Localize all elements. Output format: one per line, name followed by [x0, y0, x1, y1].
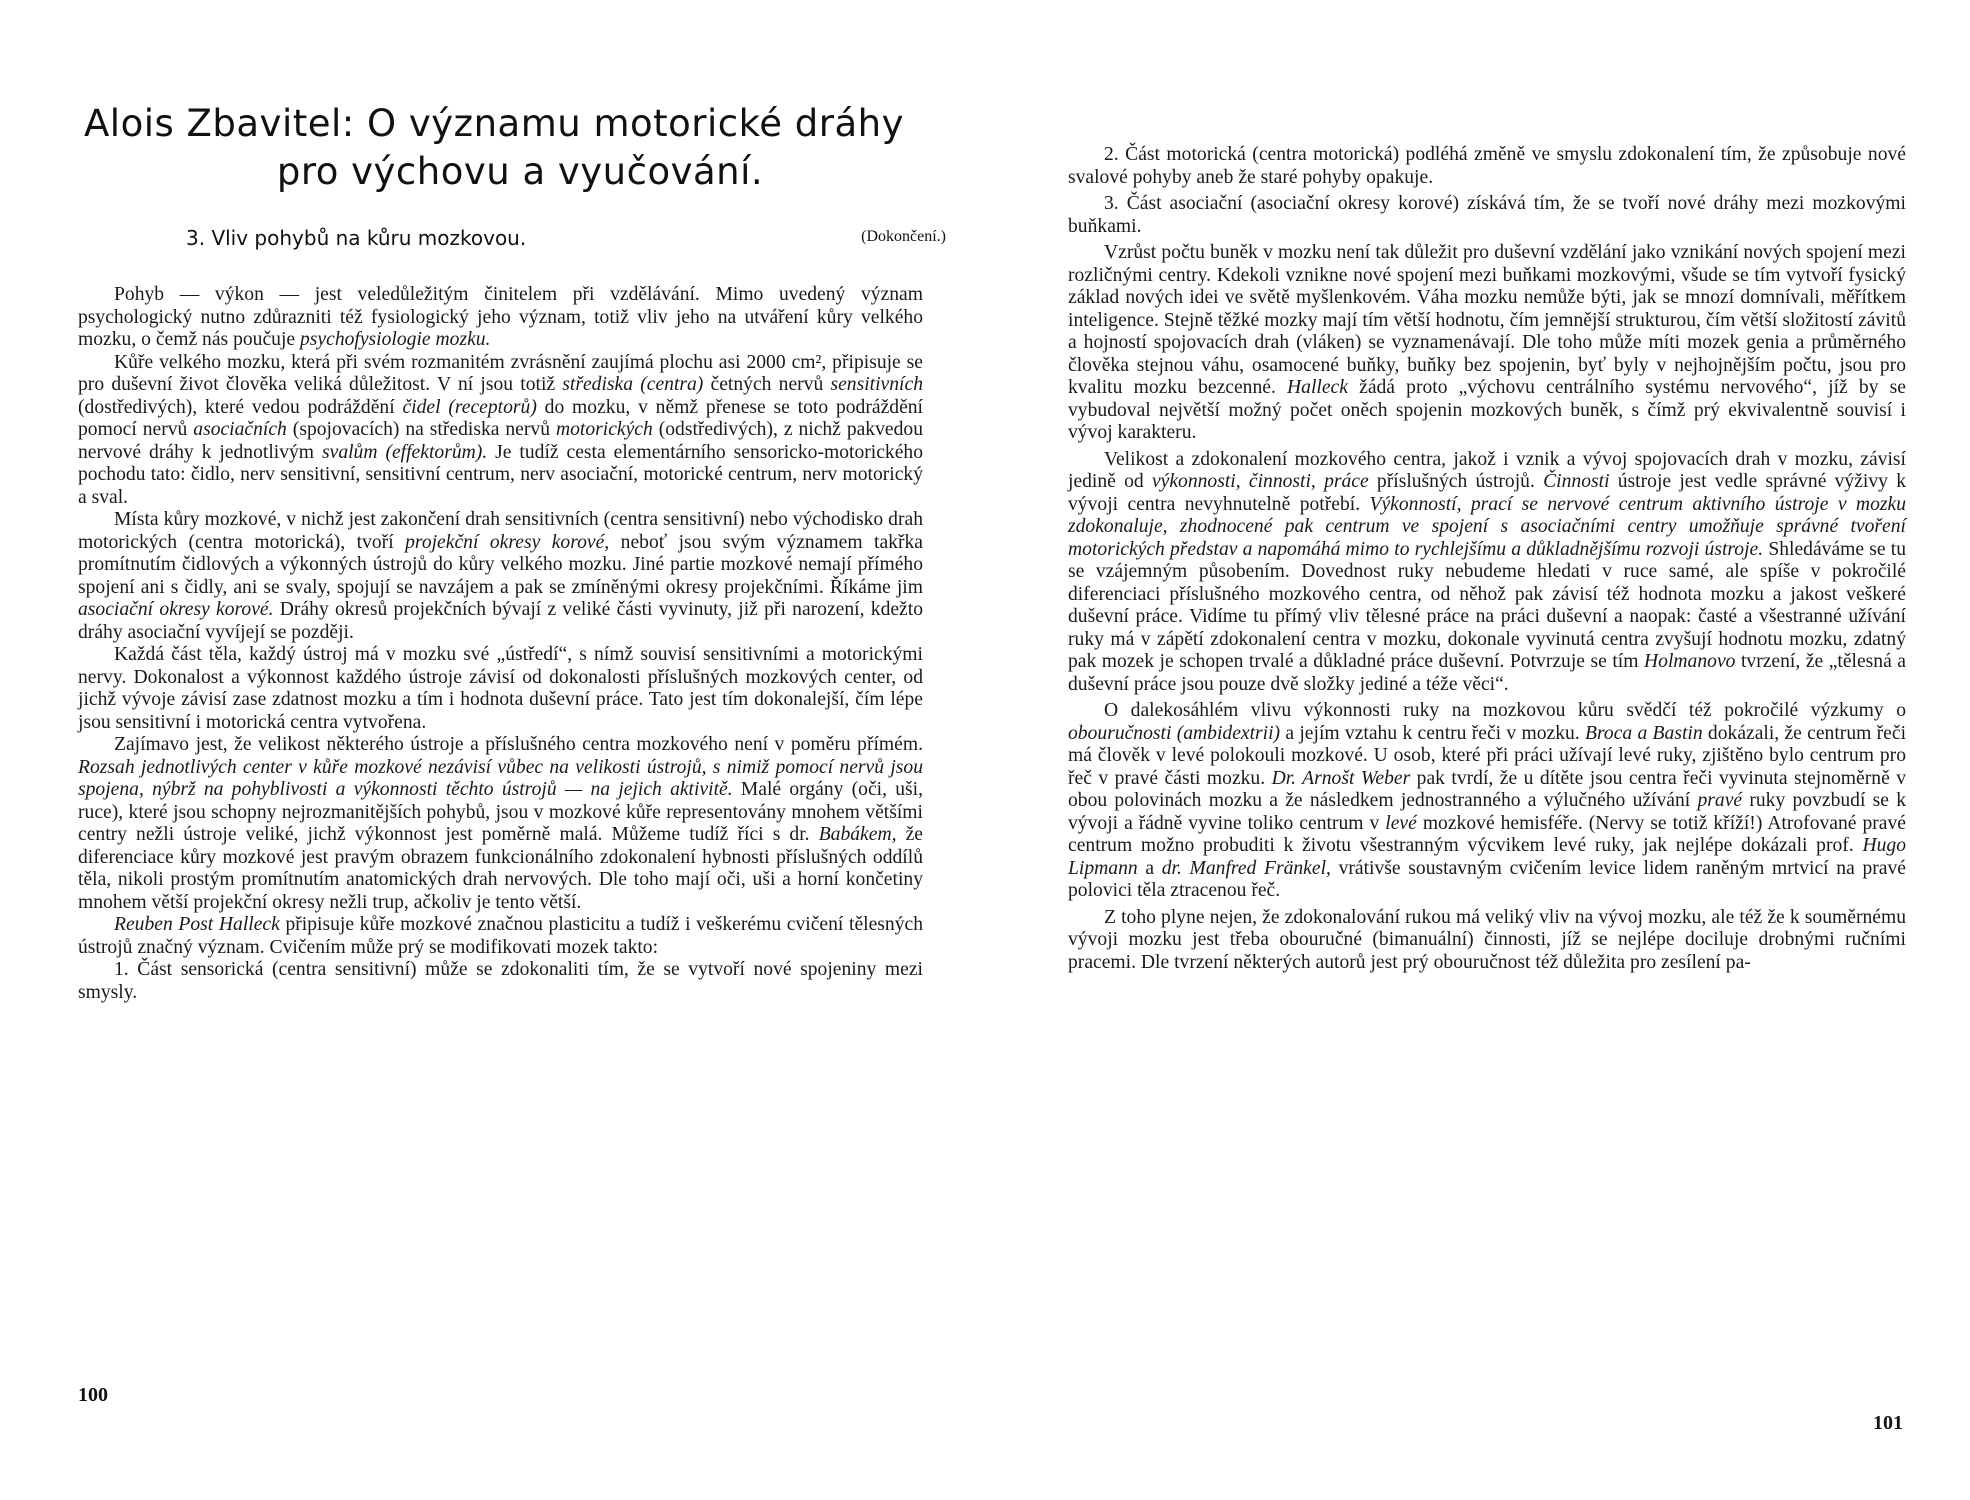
emphasis: čidel (receptorů): [402, 396, 537, 418]
emphasis: Výkonností, prací se nervové centrum aktivního ústroje v mozku zdokonaluje, zhodnocené pak centrum ve spojení s asociačními centry umožňuje správné tvoření motorických představ a napomáhá mimo to rychlejšímu a důkladnějšímu rozvoji ústroje.: [1068, 493, 1906, 560]
paragraph: [78, 352, 923, 510]
text-run: četných nervů: [703, 374, 831, 395]
paragraph: [78, 734, 923, 914]
emphasis: střediska (centra): [562, 374, 704, 395]
text-run: vrátivše soustavným cvičením levice lidem raněným mrtvicí na pravé polovici těla ztracenou řeč.: [1068, 857, 1906, 901]
text-run: ruky povzbudí se k vývoji a řádně vyvine toliko centrum v: [1068, 790, 1906, 834]
emphasis: dr. Manfred Fränkel,: [1161, 857, 1331, 879]
text-run: Dráhy okresů projekčních bývají z veliké části vyvinuty, již při narození, kdežto dráhy asociační vyvíjejí se později.: [78, 599, 923, 643]
paragraph: [78, 914, 923, 959]
text-run: O dalekosáhlém vlivu výkonnosti ruky na mozkovou kůru svědčí též pokročilé výzkumy o: [1104, 700, 1906, 721]
left-body-text: [78, 284, 923, 1004]
paragraph: [1068, 449, 1906, 697]
emphasis: asociačních: [193, 419, 287, 440]
text-run: že diferenciace kůry mozkové jest pravým obrazem funkcionálního zdokonalení hybnosti příslušných oddílů těla, nikoli prostým promítnutím anatomických drah nervových. Dle toho mají oči, uši a horní končetiny mnohem větší projekční okresy nežli trup, ačkoliv je tento větší.: [78, 824, 923, 913]
text-run: připisuje kůře mozkové značnou plasticitu a tudíž i veškerému cvičení tělesných ústrojů značný význam. Cvičením může prý se modifikovati mozek takto:: [78, 914, 923, 958]
text-run: Shledáváme se tu se vzájemným působením. Dovednost ruky nebudeme hledati v ruce samé, ale spíše v pokročilé diferenciaci příslušného mozkového centra, od něhož pak závisí též hodnota mozku a jakost veškeré duševní práce. Vidíme tu přímý vliv tělesné práce na práci duševní a naopak: časté a všestranné užívání ruky má v zápětí zdokonalení centra v mozku, dokonale vyvinutá centra zvyšují hodnotu mozku, zdatný pak mozek je schopen trvalé a důkladné práce duševní. Potvrzuje se tím: [1068, 538, 1906, 672]
article-title: [80, 100, 960, 196]
text-run: dokázali, že centrum řeči má člověk v levé polokouli mozkové. U osob, které při práci užívají levé ruky, zjištěno bylo centrum pro řeč v pravé části mozku.: [1068, 722, 1907, 789]
emphasis: Holmanovo: [1644, 651, 1736, 672]
text-run: Zajímavo jest, že velikost některého ústroje a příslušného centra mozkového není v poměru přímém.: [114, 734, 923, 755]
text-run: tvrzení, že „tělesná a duševní práce jsou pouze dvě složky jediné a téže věci“.: [1068, 651, 1907, 695]
emphasis: motorických: [555, 419, 653, 440]
emphasis: Dr. Arnošt Weber: [1271, 767, 1411, 789]
text-run: ústroje jest vedle správné výživy k vývoji centra nevyhnutelně potřebí.: [1068, 471, 1906, 515]
page-number: 101: [1873, 1412, 1903, 1434]
text-run: (odstředivých), z nichž pakvedou nervové dráhy k jednotlivým: [78, 419, 923, 463]
paragraph: 3. Část asociační (asociační okresy korové) získává tím, že se tvoří nové dráhy mezi mozkovými buňkami.: [1068, 193, 1906, 237]
emphasis: pravé: [1697, 790, 1743, 811]
text-run: Kůře velkého mozku, která při svém rozmanitém zvrásnění zaujímá plochu asi 2000 cm², připisuje se pro duševní život člověka veliká důležitost. V ní jsou totiž: [78, 351, 923, 395]
emphasis: psychofysiologie mozku.: [300, 329, 491, 350]
emphasis: projekční okresy korové,: [405, 531, 610, 553]
paragraph: 1. Část sensorická (centra sensitivní) může se zdokonaliti tím, že se vytvoří nové spojeniny mezi smysly.: [78, 959, 923, 1003]
continued-note: (Dokončení.): [861, 228, 946, 245]
emphasis: Broca a Bastin: [1585, 722, 1703, 744]
section-title: 3. Vliv pohybů na kůru mozkovou.: [186, 226, 527, 250]
text-run: a: [1137, 857, 1162, 879]
emphasis: levé: [1385, 812, 1417, 834]
emphasis: Činnosti: [1543, 471, 1610, 492]
text-run: žádá proto „výchovu centrálního systému nervového“, jíž by se vybudoval největší možný počet oněch spojenin mozkových buněk, s čímž prý ekvivalentně souvisí i vývoj karakteru.: [1068, 377, 1906, 443]
paragraph: [78, 284, 923, 352]
title-line-1: Alois Zbavitel: O významu motorické dráhy: [84, 102, 904, 145]
text-run: Pohyb — výkon — jest veledůležitým činitelem při vzdělávání. Mimo uvedený význam psychologický nutno zdůrazniti též fysiologický jeho význam, totiž vliv jeho na utváření kůry velkého mozku, o čemž nás poučuje: [78, 284, 923, 350]
paragraph: [78, 509, 923, 644]
text-run: příslušných ústrojů.: [1368, 471, 1544, 492]
text-run: (dostředivých), které vedou podráždění: [78, 396, 403, 418]
text-run: mozkové hemisféře. (Nervy se totiž kříží!) Atrofované pravé centrum možno probuditi k životu všestranným výcvikem levé ruky, jak nejlépe dokázali prof.: [1068, 812, 1906, 856]
emphasis: Hugo Lipmann: [1068, 835, 1906, 879]
emphasis: obouručnosti (ambidextrii): [1068, 722, 1281, 744]
emphasis: svalům (effektorům).: [322, 441, 488, 463]
right-page: [985, 0, 1970, 1500]
emphasis: Halleck: [1287, 377, 1348, 398]
paragraph: Z toho plyne nejen, že zdokonalování rukou má veliký vliv na vývoj mozku, ale též že k souměrnému vývoji mozku jest třeba obouručné (bimanuální) činnosti, jíž se nejlépe dociluje drobnými ručními pracemi. Dle tvrzení některých autorů jest prý obouručnost též důležita pro zesílení pa-: [1068, 906, 1906, 973]
text-run: Místa kůry mozkové, v nichž jest zakončení drah sensitivních (centra sensitivní) nebo východisko drah motorických (centra motorická), tvoří: [78, 509, 923, 553]
text-run: Je tudíž cesta elementárního sensoricko-motorického pochodu tato: čidlo, nerv sensitivní, sensitivní centrum, nerv asociační, motorické centrum, nerv motorický a sval.: [78, 441, 924, 508]
paragraph: 2. Část motorická (centra motorická) podléhá změně ve smyslu zdokonalení tím, že způsobuje nové svalové pohyby aneb že staré pohyby opakuje.: [1068, 144, 1906, 188]
emphasis: Babákem,: [818, 824, 897, 845]
text-run: a jejím vztahu k centru řeči v mozku.: [1280, 722, 1586, 744]
emphasis: Reuben Post Halleck: [114, 914, 280, 935]
title-line-2: pro výchovu a vyučování.: [276, 150, 764, 193]
page-number: 100: [78, 1384, 108, 1406]
text-run: Velikost a zdokonalení mozkového centra, jakož i vznik a vývoj spojovacích drah v mozku, závisí jedině od: [1068, 448, 1906, 492]
emphasis: asociační okresy korové.: [78, 599, 274, 620]
emphasis: sensitivních: [830, 374, 923, 395]
text-run: Malé orgány (oči, uši, ruce), které jsou schopny nejrozmanitějších pohybů, jsou v mozkové kůře representovány mnohem většími centry nežli ústroje veliké, jichž výkonnost jest poměrně malá. Můžeme tudíž říci s dr.: [78, 779, 923, 845]
text-run: Vzrůst počtu buněk v mozku není tak důležit pro duševní vzdělání jako vznikání nových spojení mezi rozličnými centry. Kdekoli vznikne nové spojení mezi buňkami mozkovými, všude se tím vytvoří fysický základ nových idei ve světě myšlenkovém. Váha mozku nemůže býti, jak se mnozí domnívali, měřítkem inteligence. Stejně těžké mozky mají tím větší hodnotu, čím jemnější strukturou, čím větší složitostí závitů a hojností spojovacích drah (vláken) se vyznamenávají. Dle toho může míti mozek genia a průměrného člověka stejnou váhu, osamocené buňky, buňky bez spojenin, byť byly v nejhojnějším počtu, jsou pro kvalitu mozku bezcenné.: [1068, 242, 1906, 398]
text-run: (spojovacích) na střediska nervů: [286, 419, 556, 440]
text-run: neboť jsou svým významem takřka promítnutím čidlových a výkonných ústrojů do kůry velkého mozku. Jiné partie mozkové nemají přímého spojení ani s čidly, ani se svaly, spojují se navzájem a pak se zmíněnými okresy projekčními. Říkáme jim: [78, 531, 923, 598]
paragraph: Každá část těla, každý ústroj má v mozku své „ústředí“, s nímž souvisí sensitivními a motorickými nervy. Dokonalost a výkonnost každého ústroje závisí od dokonalosti příslušných mozkových center, od jichž vývoje závisí zase zdatnost mozku a tím i hodnota duševní práce. Tato jest tím dokonalejší, čím lépe jsou sensitivní i motorická centra vytvořena.: [78, 644, 923, 733]
text-run: pak tvrdí, že u dítěte jsou centra řeči vyvinuta stejnoměrně v obou polovinách mozku a že následkem jednostranného a výlučného užívání: [1068, 767, 1906, 811]
text-run: do mozku, v němž přenese se toto podráždění pomocí nervů: [78, 396, 924, 440]
right-body-text: [1068, 144, 1906, 974]
emphasis: Rozsah jednotlivých center v kůře mozkové nezávisí vůbec na velikosti ústrojů, s nimiž pomocí nervů jsou spojena, nýbrž na pohyblivosti a výkonnosti těchto ústrojů — na jejich aktivitě.: [78, 756, 923, 800]
paragraph: [1068, 700, 1906, 903]
paragraph: [1068, 242, 1906, 445]
emphasis: výkonnosti, činnosti, práce: [1151, 471, 1369, 492]
section-heading: [186, 226, 946, 250]
